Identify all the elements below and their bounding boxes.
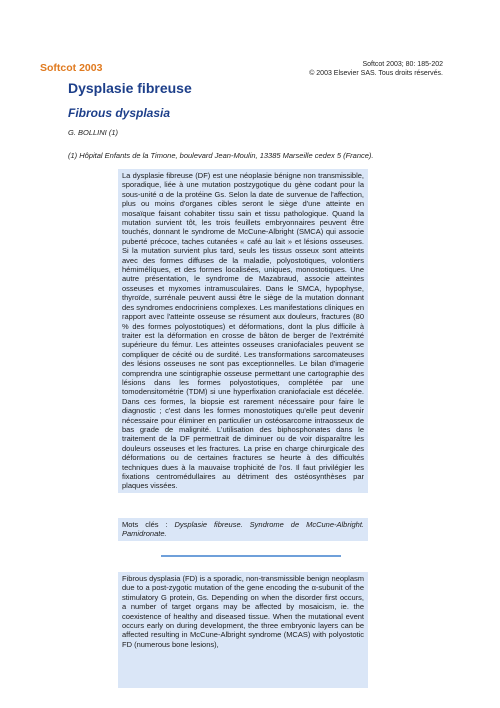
copyright-line: © 2003 Elsevier SAS. Tous droits réservés. xyxy=(309,70,443,77)
keywords-values: Dysplasie fibreuse. Syndrome de McCune-Albright. Pamidronate. xyxy=(122,520,365,539)
keywords xyxy=(118,518,368,541)
article-title-en: Fibrous dysplasia xyxy=(68,106,171,120)
affiliation: (1) Hôpital Enfants de la Timone, boulevard Jean-Moulin, 13385 Marseille cedex 5 (France). xyxy=(68,151,374,160)
divider xyxy=(161,555,341,557)
abstract-en: Fibrous dysplasia (FD) is a sporadic, non-transmissible benign neoplasm due to a post-zygotic mutation of the gene encoding the α-subunit of the stimulatory G protein, Gs. Depending on when the disorder first occurs, a number of target organs may be affected by mosaicism, ie. the coexistence of healthy and diseased tissue. When the mutational event occurs early on during development, the three embryonic layers can be affected resulting in McCune-Albright syndrome (MCAS) with polyostotic FD (numerous bone lesions), xyxy=(118,572,368,688)
article-title-fr: Dysplasie fibreuse xyxy=(68,80,192,96)
citation xyxy=(309,60,443,78)
author: G. BOLLINI (1) xyxy=(68,128,119,137)
abstract-fr: La dysplasie fibreuse (DF) est une néoplasie bénigne non transmissible, sporadique, liée à une mutation postzygotique du gène codant pour la sous-unité α de la protéine Gs. Selon la date de survenue de l'affection, plus ou moins d'organes cibles seront le siège d'une atteinte en mosaïque faisant cohabiter tissu sain et tissu pathologique. Quand la mutation survient tôt, les trois feuillets embryonnaires peuvent être touchés, donnant le syndrome de McCune-Albright (SMCA) qui associe puberté précoce, taches cutanées « café au lait » et lésions osseuses. Si la mutation survient plus tard, seuls les tissus osseux sont atteints avec des formes diffuses de la maladie, polyostotiques, volontiers hémimélíques, et des formes localisées, uniques, monostotiques. Une autre présentation, le syndrome de Mazabraud, associe atteintes osseuses et myxomes intramusculaires. Dans le SMCA, hypophyse, thyroïde, surrénale peuvent aussi être le siège de la mutation donnant des syndromes endocriniens complexes. Les manifestations cliniques en rapport avec l'atteinte osseuse se résument aux douleurs, fractures (80 % des formes polyostotiques) et déformations, dont la plus difficile à traiter est la déformation en crosse de bâton de berger de l'extrémité supérieure du fémur. Les atteintes osseuses craniofaciales peuvent se compliquer de cécité ou de surdité. Les transformations sarcomateuses des lésions osseuses ne sont pas exceptionnelles. Le bilan d'imagerie comprendra une scintigraphie osseuse permettant une cartographie des lésions dans les formes polyostotiques, complétée par une tomodensitométrie (TDM) si une hyperfixation craniofaciale est décelée. Dans ces formes, la biopsie est rarement nécessaire pour faire le diagnostic ; c'est dans les formes monostotiques qu'elle peut devenir nécessaire pour éliminer en particulier un ostéosarcome intraosseux de bas grade de malignité. L'utilisation des biphosphonates dans le traitement de la DF permettrait de diminuer ou de voir disparaître les douleurs osseuses et les fractures. La prise en charge chirurgicale des déformations ou de certaines fractures se heurte à des difficultés techniques dues à la mauvaise trophicité de l'os. Il faut privilégier les fixations centromédullaires au détriment des ostéosynthèses par plaques vissées. xyxy=(118,169,368,493)
journal-name: Softcot 2003 xyxy=(40,62,103,74)
keywords-label: Mots clés : xyxy=(122,520,168,529)
citation-line: Softcot 2003; 80: 185-202 xyxy=(362,61,443,68)
